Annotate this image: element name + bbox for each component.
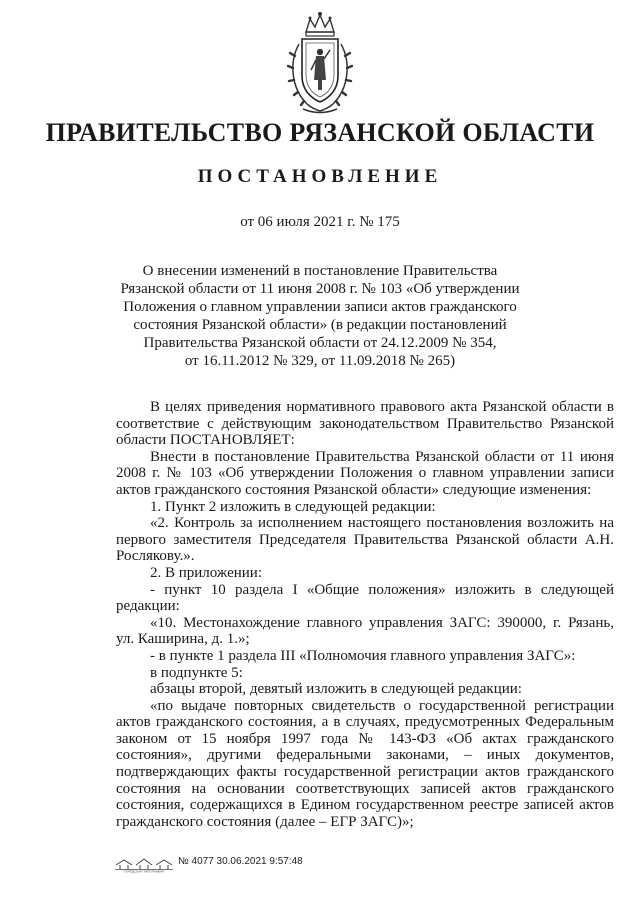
document-subject [110, 262, 530, 370]
body-paragraph: «10. Местонахождение главного управления ЗАГС: 390000, г. Рязань, ул. Каширина, д. 1.»; [116, 614, 614, 648]
body-paragraph: абзацы второй, девятый изложить в следующей редакции: [150, 681, 522, 698]
body-paragraph: - в пункте 1 раздела III «Полномочия главного управления ЗАГС»: [150, 647, 576, 664]
document-body [116, 399, 614, 830]
body-paragraph: В целях приведения нормативного правового акта Рязанской области в соответствие с действующим законодательством Правительство Рязанской области ПОСТАНОВЛЯЕТ: [116, 399, 614, 449]
registration-number: № 4077 30.06.2021 9:57:48 [178, 856, 303, 867]
body-paragraph: «2. Контроль за исполнением настоящего постановления возложить на первого заместителя Председателя Правительства Рязанской области А.Н. Рослякову.». [116, 515, 614, 565]
subject-line: Положения о главном управлении записи актов гражданского [123, 299, 517, 315]
subject-line: Рязанской области от 11 июня 2008 г. № 103 «Об утверждении [120, 281, 520, 297]
subject-line: от 16.11.2012 № 329, от 11.09.2018 № 265) [184, 353, 456, 369]
body-paragraph: 2. В приложении: [150, 564, 262, 581]
printing-house-stamp-icon [114, 851, 174, 873]
document-date-number: от 06 июля 2021 г. № 175 [240, 214, 400, 230]
government-title: ПРАВИТЕЛЬСТВО РЯЗАНСКОЙ ОБЛАСТИ [45, 118, 595, 147]
document-type: ПОСТАНОВЛЕНИЕ [197, 166, 443, 187]
stamp-caption: ГОРОДСКАЯ ТИПОГРАФИЯ [124, 869, 164, 873]
body-paragraph: в подпункте 5: [150, 664, 243, 681]
body-paragraph: Внести в постановление Правительства Рязанской области от 11 июня 2008 г. № 103 «Об утверждении Положения о главном управлении записи актов гражданского состояния Рязанской области» следующие изменения: [116, 448, 614, 498]
coat-of-arms-emblem [287, 10, 353, 116]
subject-line: Правительства Рязанской области от 24.12.2009 № 354, [143, 335, 497, 351]
body-paragraph: 1. Пункт 2 изложить в следующей редакции: [150, 498, 436, 515]
subject-line: О внесении изменений в постановление Правительства [142, 263, 498, 279]
subject-line: состояния Рязанской области» (в редакции постановлений [133, 317, 507, 333]
body-paragraph: «по выдаче повторных свидетельств о государственной регистрации актов гражданского состояния, а в случаях, предусмотренных Федеральным законом от 15 ноября 1997 года № 143-ФЗ «Об актах гражданского состояния», другими федеральными законами, – иных документов, подтверждающих факты государственной регистрации актов гражданского состояния на основании соответствующих записей актов гражданского состояния, содержащихся в Едином государственном реестре записей актов гражданского состояния (далее – ЕГР ЗАГС)»; [116, 697, 614, 830]
body-paragraph: - пункт 10 раздела I «Общие положения» изложить в следующей редакции: [116, 581, 614, 615]
